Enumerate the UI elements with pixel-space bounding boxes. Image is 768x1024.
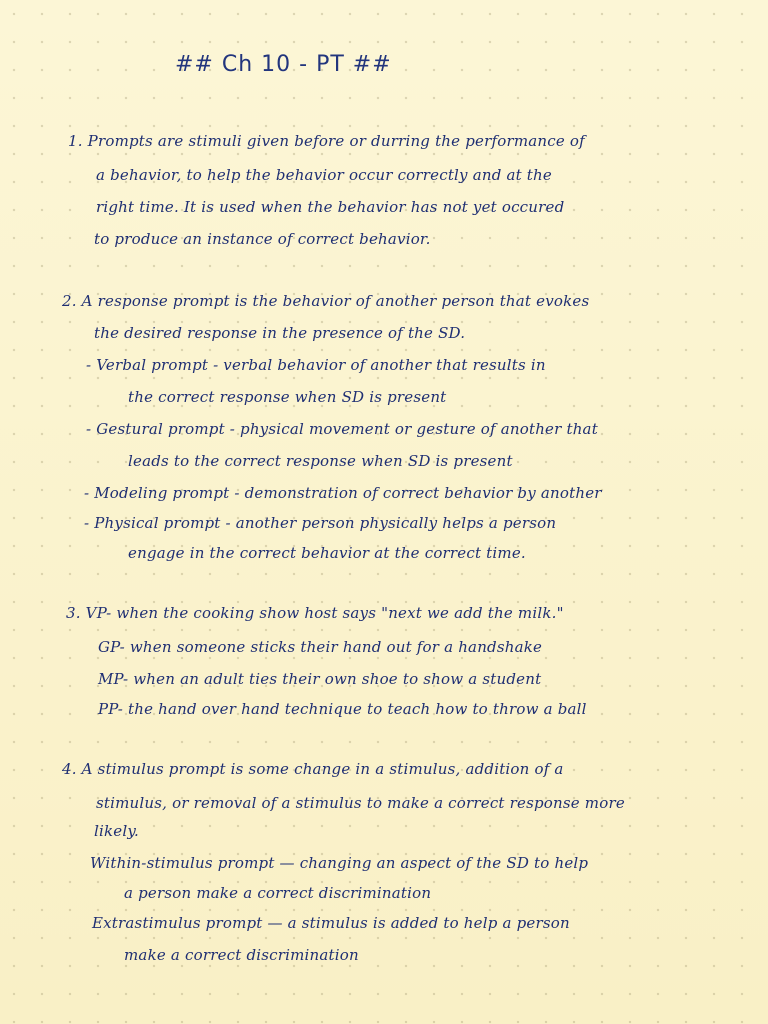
q2-line-4: the correct response when SD is present	[128, 388, 447, 406]
q1-line-1: 1. Prompts are stimuli given before or durring the performance of	[68, 132, 585, 150]
q2-line-9: engage in the correct behavior at the correct time.	[128, 544, 526, 562]
q1-line-3: right time. It is used when the behavior has not yet occured	[96, 198, 565, 216]
q4-line-1: 4. A stimulus prompt is some change in a stimulus, addition of a	[62, 760, 564, 778]
q2-line-3: - Verbal prompt - verbal behavior of another that results in	[86, 356, 546, 374]
q2-line-7: - Modeling prompt - demonstration of correct behavior by another	[84, 484, 602, 502]
q2-line-1: 2. A response prompt is the behavior of another person that evokes	[62, 292, 590, 310]
q3-line-2: GP- when someone sticks their hand out for a handshake	[98, 638, 543, 656]
q4-line-6: Extrastimulus prompt — a stimulus is added to help a person	[92, 914, 570, 932]
q4-line-5: a person make a correct discrimination	[124, 884, 432, 902]
q4-line-7: make a correct discrimination	[124, 946, 359, 964]
q4-line-4: Within-stimulus prompt — changing an aspect of the SD to help	[90, 854, 589, 872]
q1-line-4: to produce an instance of correct behavior.	[94, 230, 431, 248]
q2-line-2: the desired response in the presence of the SD.	[94, 324, 466, 342]
q3-line-4: PP- the hand over hand technique to teach how to throw a ball	[98, 700, 587, 718]
q2-line-5: - Gestural prompt - physical movement or gesture of another that	[86, 420, 598, 438]
q4-line-3: likely.	[94, 822, 140, 840]
q2-line-6: leads to the correct response when SD is present	[128, 452, 513, 470]
page-title: ## Ch 10 - PT ##	[175, 52, 392, 77]
q3-line-1: 3. VP- when the cooking show host says "next we add the milk."	[66, 604, 564, 622]
q1-line-2: a behavior, to help the behavior occur correctly and at the	[96, 166, 552, 184]
q3-line-3: MP- when an adult ties their own shoe to show a student	[98, 670, 542, 688]
q4-line-2: stimulus, or removal of a stimulus to make a correct response more	[96, 794, 625, 812]
q2-line-8: - Physical prompt - another person physically helps a person	[84, 514, 557, 532]
